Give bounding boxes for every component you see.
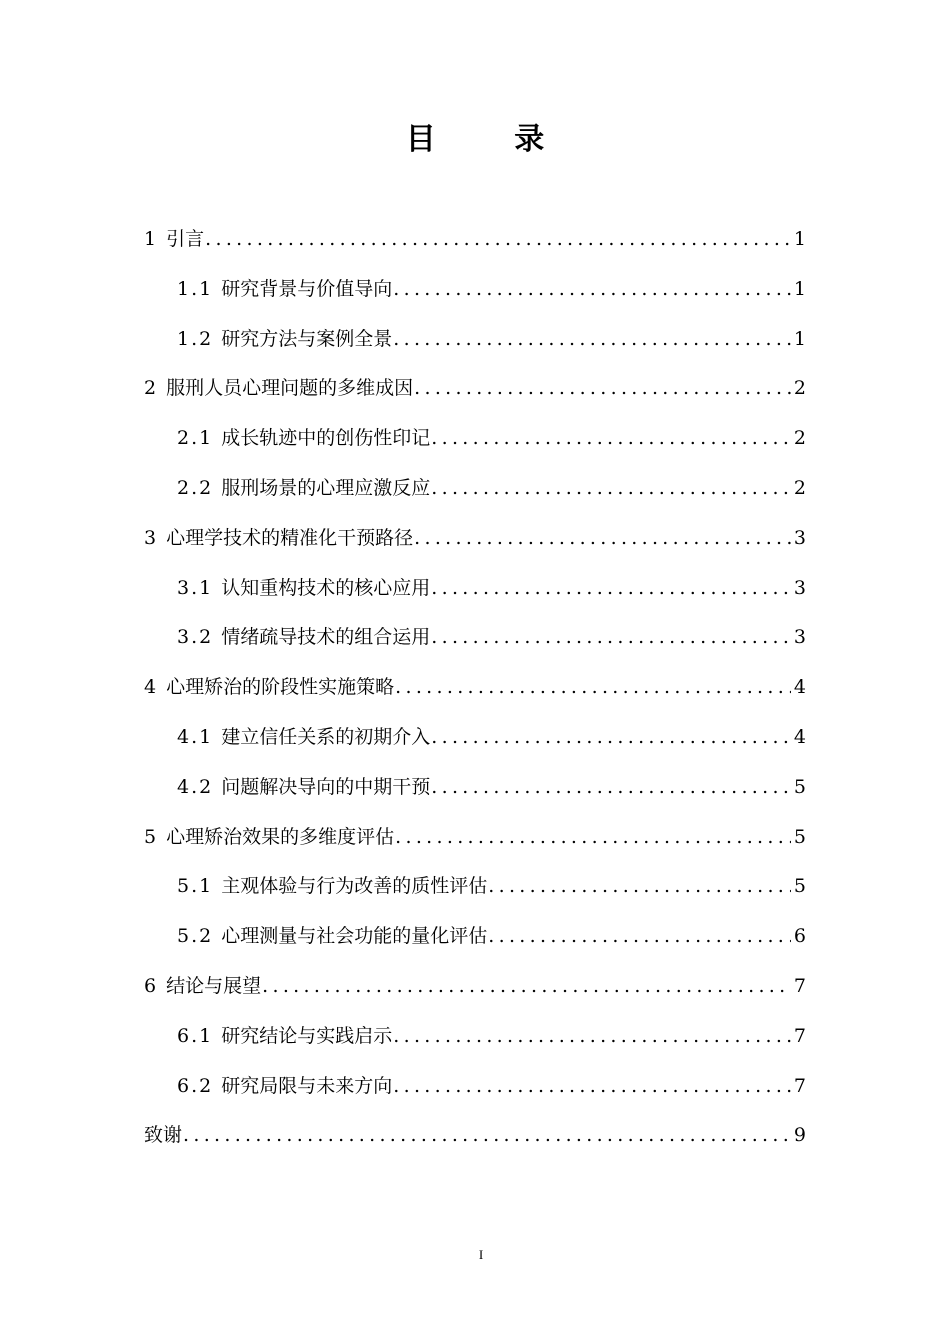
- toc-entry-page: 4: [793, 725, 806, 748]
- toc-entry-number: 4.1: [177, 725, 222, 748]
- toc-entry[interactable]: [144, 371, 806, 421]
- toc-entry[interactable]: [177, 919, 806, 969]
- toc-entry-page: 1: [793, 277, 806, 300]
- toc-entry-page: 2: [793, 427, 806, 450]
- toc-entry-number: 2: [144, 377, 167, 400]
- toc-entry-label: 成长轨迹中的创伤性印记: [221, 427, 431, 450]
- toc-entry-number: 2.1: [177, 427, 222, 450]
- toc-entry-page: 2: [793, 476, 806, 499]
- toc-entry-number: 6.2: [177, 1074, 222, 1097]
- toc-entry-page: 3: [793, 626, 806, 649]
- dot-leader: [488, 919, 791, 953]
- toc-entry-page: 5: [793, 875, 806, 898]
- dot-leader: [431, 421, 791, 455]
- toc-entry-number: 5.1: [177, 875, 222, 898]
- toc-entry-number: 3.1: [177, 576, 222, 599]
- toc-entry-number: 3.2: [177, 626, 222, 649]
- toc-entry-number: 4: [144, 676, 167, 699]
- dot-leader: [431, 571, 791, 605]
- toc-entry-page: 1: [793, 228, 806, 250]
- dot-leader: [431, 620, 791, 654]
- dot-leader: [395, 820, 791, 854]
- toc-entry-label: 研究方法与案例全景: [221, 327, 393, 350]
- toc-entry[interactable]: [177, 770, 806, 820]
- toc-entry-number: 4.2: [177, 775, 222, 798]
- dot-leader: [431, 471, 791, 505]
- toc-entry[interactable]: [177, 1019, 806, 1069]
- toc-entry-label: 服刑人员心理问题的多维成因: [166, 377, 414, 400]
- toc-entry-number: 1.1: [177, 277, 222, 300]
- toc-entry-page: 4: [793, 676, 806, 699]
- toc-entry-label: 建立信任关系的初期介入: [221, 725, 431, 748]
- toc-entry-number: 2.2: [177, 476, 222, 499]
- toc-entry-number: 6: [144, 974, 167, 997]
- toc-entry-page: 5: [793, 775, 806, 798]
- toc-entry-label: 情绪疏导技术的组合运用: [221, 626, 431, 649]
- toc-entry[interactable]: [177, 471, 806, 521]
- toc-entry-label: 问题解决导向的中期干预: [221, 775, 431, 798]
- toc-entry[interactable]: [177, 720, 806, 770]
- toc-entry-label: 研究结论与实践启示: [221, 1024, 393, 1047]
- dot-leader: [431, 720, 791, 754]
- toc-entry[interactable]: [177, 869, 806, 919]
- toc-entry-page: 6: [793, 925, 806, 948]
- dot-leader: [393, 1069, 791, 1103]
- toc-entry-page: 1: [793, 327, 806, 350]
- toc-entry-number: 1.2: [177, 327, 222, 350]
- toc-entry-label: 引言: [166, 228, 205, 250]
- toc-entry-page: 7: [793, 974, 806, 997]
- toc-entry-label: 致谢: [144, 1124, 183, 1147]
- dot-leader: [414, 521, 791, 555]
- dot-leader: [414, 371, 791, 405]
- dot-leader: [431, 770, 791, 804]
- toc-entry-page: 7: [793, 1024, 806, 1047]
- toc-title: 目 录: [405, 122, 579, 157]
- toc-entry[interactable]: [177, 571, 806, 621]
- toc-entry-label: 心理学技术的精准化干预路径: [166, 526, 414, 549]
- toc-entry-label: 服刑场景的心理应激反应: [221, 476, 431, 499]
- toc-entry-page: 2: [793, 377, 806, 400]
- toc-entry-label: 心理测量与社会功能的量化评估: [221, 925, 488, 948]
- toc-entry-label: 结论与展望: [166, 974, 262, 997]
- toc-entry-number: 3: [144, 526, 167, 549]
- toc-entry[interactable]: [177, 421, 806, 471]
- table-of-contents: [0, 222, 950, 1168]
- toc-entry[interactable]: [144, 1118, 806, 1168]
- toc-entry-page: 9: [793, 1124, 806, 1147]
- toc-entry-page: 3: [793, 576, 806, 599]
- toc-entry[interactable]: [144, 521, 806, 571]
- toc-entry[interactable]: [177, 1069, 806, 1119]
- toc-entry[interactable]: [144, 670, 806, 720]
- toc-entry[interactable]: [177, 322, 806, 372]
- toc-entry[interactable]: [144, 222, 806, 272]
- dot-leader: [488, 869, 791, 903]
- dot-leader: [393, 322, 791, 356]
- toc-entry-label: 心理矫治效果的多维度评估: [166, 825, 395, 848]
- toc-entry-number: 6.1: [177, 1024, 222, 1047]
- toc-entry[interactable]: [144, 820, 806, 870]
- toc-entry-number: 5.2: [177, 925, 222, 948]
- dot-leader: [183, 1118, 791, 1152]
- toc-entry-label: 研究局限与未来方向: [221, 1074, 393, 1097]
- toc-entry[interactable]: [177, 272, 806, 322]
- toc-entry-label: 认知重构技术的核心应用: [221, 576, 431, 599]
- dot-leader: [205, 222, 791, 256]
- toc-entry[interactable]: [177, 620, 806, 670]
- toc-entry-label: 主观体验与行为改善的质性评估: [221, 875, 488, 898]
- toc-entry-page: 3: [793, 526, 806, 549]
- page-number: I: [478, 1247, 484, 1262]
- toc-entry-label: 研究背景与价值导向: [221, 277, 393, 300]
- toc-entry-page: 5: [793, 825, 806, 848]
- toc-entry-number: 1: [144, 228, 167, 250]
- toc-entry-number: 5: [144, 825, 167, 848]
- dot-leader: [393, 272, 791, 306]
- dot-leader: [262, 969, 791, 1003]
- toc-entry-label: 心理矫治的阶段性实施策略: [166, 676, 395, 699]
- dot-leader: [393, 1019, 791, 1053]
- dot-leader: [395, 670, 791, 704]
- toc-entry[interactable]: [144, 969, 806, 1019]
- toc-entry-page: 7: [793, 1074, 806, 1097]
